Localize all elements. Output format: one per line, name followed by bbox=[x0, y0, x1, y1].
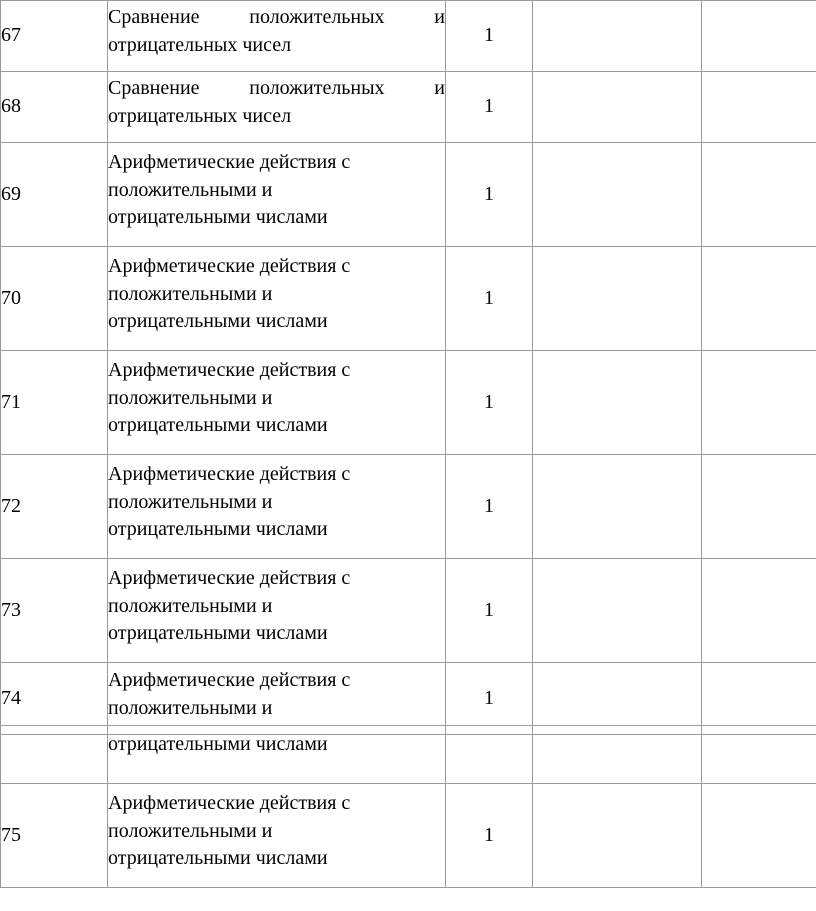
table-row bbox=[1, 663, 816, 735]
lesson-number: 69 bbox=[1, 143, 108, 247]
empty-cell bbox=[533, 455, 702, 559]
lesson-topic bbox=[108, 143, 446, 247]
lesson-hours: 1 bbox=[446, 1, 533, 72]
topic-line: отрицательными числами bbox=[108, 733, 328, 755]
topic-line: Арифметические действия с bbox=[108, 792, 351, 814]
empty-cell bbox=[702, 1, 816, 72]
table-row bbox=[1, 559, 816, 663]
empty-cell bbox=[702, 143, 816, 247]
topic-line: Арифметические действия с bbox=[108, 669, 351, 691]
empty-cell bbox=[702, 351, 816, 455]
lesson-number: 74 bbox=[1, 663, 108, 735]
empty-cell bbox=[533, 726, 702, 784]
lesson-topic bbox=[108, 455, 446, 559]
lesson-topic bbox=[108, 72, 446, 143]
lesson-hours: 1 bbox=[446, 72, 533, 143]
lesson-number: 70 bbox=[1, 247, 108, 351]
lesson-number: 68 bbox=[1, 72, 108, 143]
lesson-number: 75 bbox=[1, 784, 108, 888]
topic-line: отрицательных чисел bbox=[108, 104, 292, 127]
empty-cell bbox=[702, 455, 816, 559]
topic-line: отрицательными числами bbox=[108, 206, 328, 228]
empty-cell bbox=[702, 247, 816, 351]
lesson-topic bbox=[108, 247, 446, 351]
table-row bbox=[1, 72, 816, 143]
topic-line: Арифметические действия с bbox=[108, 255, 351, 277]
topic-line: отрицательными числами bbox=[108, 622, 328, 644]
topic-line: отрицательными числами bbox=[108, 414, 328, 436]
topic-line: положительными и bbox=[108, 490, 273, 513]
table-row bbox=[1, 1, 816, 72]
empty-cell bbox=[533, 143, 702, 247]
lesson-hours bbox=[446, 726, 533, 784]
topic-line: Сравнение положительных и bbox=[108, 77, 445, 99]
lesson-number: 72 bbox=[1, 455, 108, 559]
lesson-hours: 1 bbox=[446, 351, 533, 455]
empty-cell bbox=[533, 351, 702, 455]
table-row bbox=[1, 455, 816, 559]
table-row bbox=[1, 784, 816, 888]
lesson-hours: 1 bbox=[446, 143, 533, 247]
lesson-hours: 1 bbox=[446, 784, 533, 888]
topic-line: положительными и bbox=[108, 282, 273, 305]
lesson-topic bbox=[108, 559, 446, 663]
topic-line: отрицательными числами bbox=[108, 310, 328, 332]
lesson-hours: 1 bbox=[446, 247, 533, 351]
topic-line: положительными и bbox=[108, 696, 273, 719]
topic-line: отрицательных чисел bbox=[108, 33, 292, 56]
lesson-number: 71 bbox=[1, 351, 108, 455]
lesson-hours: 1 bbox=[446, 455, 533, 559]
table-row bbox=[1, 247, 816, 351]
empty-cell bbox=[533, 784, 702, 888]
empty-cell bbox=[533, 663, 702, 735]
lesson-number: 73 bbox=[1, 559, 108, 663]
topic-line: положительными и bbox=[108, 178, 273, 201]
lesson-topic bbox=[108, 1, 446, 72]
topic-line: Арифметические действия с bbox=[108, 151, 351, 173]
empty-cell bbox=[702, 663, 816, 735]
lesson-hours: 1 bbox=[446, 559, 533, 663]
topic-line: положительными и bbox=[108, 594, 273, 617]
empty-cell bbox=[533, 1, 702, 72]
empty-cell bbox=[702, 726, 816, 784]
lesson-topic bbox=[108, 663, 446, 735]
empty-cell bbox=[702, 784, 816, 888]
topic-line: отрицательными числами bbox=[108, 847, 328, 869]
lesson-topic bbox=[108, 726, 446, 784]
lesson-number bbox=[1, 726, 108, 784]
empty-cell bbox=[702, 559, 816, 663]
empty-cell bbox=[533, 247, 702, 351]
table-row bbox=[1, 351, 816, 455]
table-row bbox=[1, 143, 816, 247]
topic-line: Арифметические действия с bbox=[108, 567, 351, 589]
table-row-continuation bbox=[1, 726, 816, 784]
empty-cell bbox=[702, 72, 816, 143]
topic-line: положительными и bbox=[108, 386, 273, 409]
lesson-topic bbox=[108, 351, 446, 455]
topic-line: Сравнение положительных и bbox=[108, 6, 445, 28]
lesson-topic bbox=[108, 784, 446, 888]
topic-line: Арифметические действия с bbox=[108, 463, 351, 485]
empty-cell bbox=[533, 72, 702, 143]
topic-line: Арифметические действия с bbox=[108, 359, 351, 381]
topic-line: положительными и bbox=[108, 819, 273, 842]
topic-line: отрицательными числами bbox=[108, 518, 328, 540]
lesson-plan-table-continued bbox=[0, 725, 816, 888]
lesson-number: 67 bbox=[1, 1, 108, 72]
lesson-hours: 1 bbox=[446, 663, 533, 735]
empty-cell bbox=[533, 559, 702, 663]
